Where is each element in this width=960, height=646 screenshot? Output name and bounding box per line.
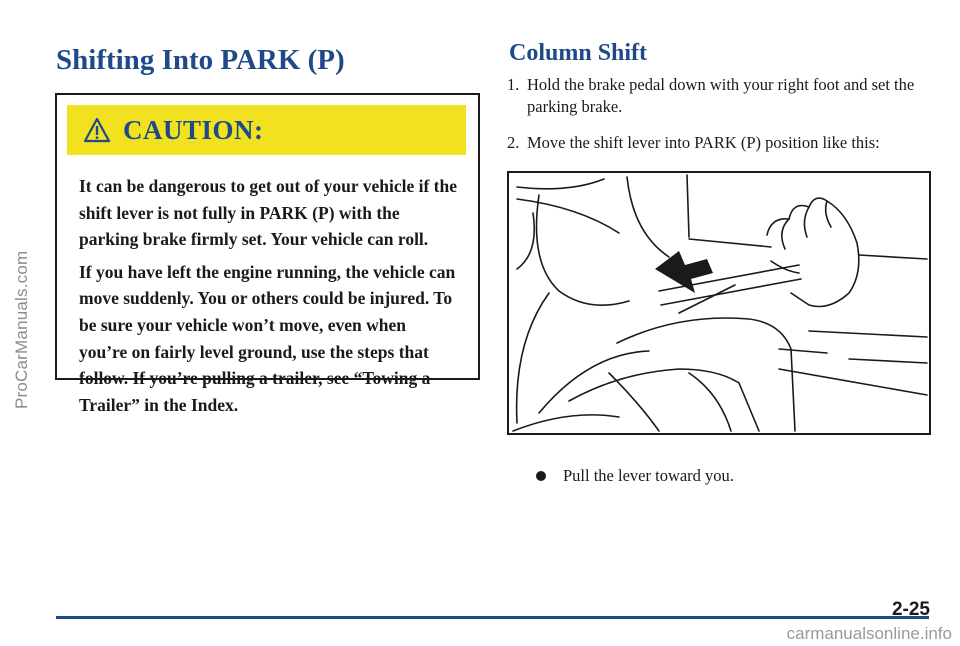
caution-header: [67, 105, 466, 155]
shift-lever-drawing: [509, 173, 929, 433]
side-watermark: ProCarManuals.com: [12, 250, 31, 410]
caution-box: [55, 93, 480, 415]
step-number: 2.: [507, 132, 520, 152]
warning-triangle-icon: [83, 117, 111, 143]
bullet-dot-icon: [536, 471, 546, 481]
steps-list: [507, 74, 937, 167]
page-number: 2-25: [891, 599, 930, 620]
caution-paragraph: It can be dangerous to get out of your vehicle if the shift lever is not fully in PARK (P) with the parking brake firmly set. Your vehicle can roll.: [79, 176, 458, 250]
caution-paragraph: If you have left the engine running, the vehicle can move suddenly. You or others could be injured. To be sure your vehicle won’t move, even when you’re on fairly level ground, use the steps that follow. If you’re pulling a trailer, see “Towing a Trailer” in the Index.: [79, 261, 456, 415]
bullet-text: Pull the lever toward you.: [563, 466, 734, 485]
step-text: Move the shift lever into PARK (P) position like this:: [527, 132, 880, 152]
step-item: [507, 74, 937, 119]
footer-rule: [56, 616, 929, 619]
section-title-shifting-into-park: Shifting Into PARK (P): [56, 44, 345, 76]
section-title-column-shift: Column Shift: [509, 40, 648, 66]
caution-text: [79, 173, 458, 418]
shift-lever-illustration: [507, 171, 931, 435]
caution-label: CAUTION:: [123, 114, 264, 145]
step-number: 1.: [507, 75, 520, 94]
bullet-item: [536, 466, 734, 486]
step-text: Hold the brake pedal down with your right foot and set the parking brake.: [527, 75, 915, 117]
step-item: [507, 132, 937, 154]
bottom-watermark: carmanualsonline.info: [786, 624, 952, 643]
